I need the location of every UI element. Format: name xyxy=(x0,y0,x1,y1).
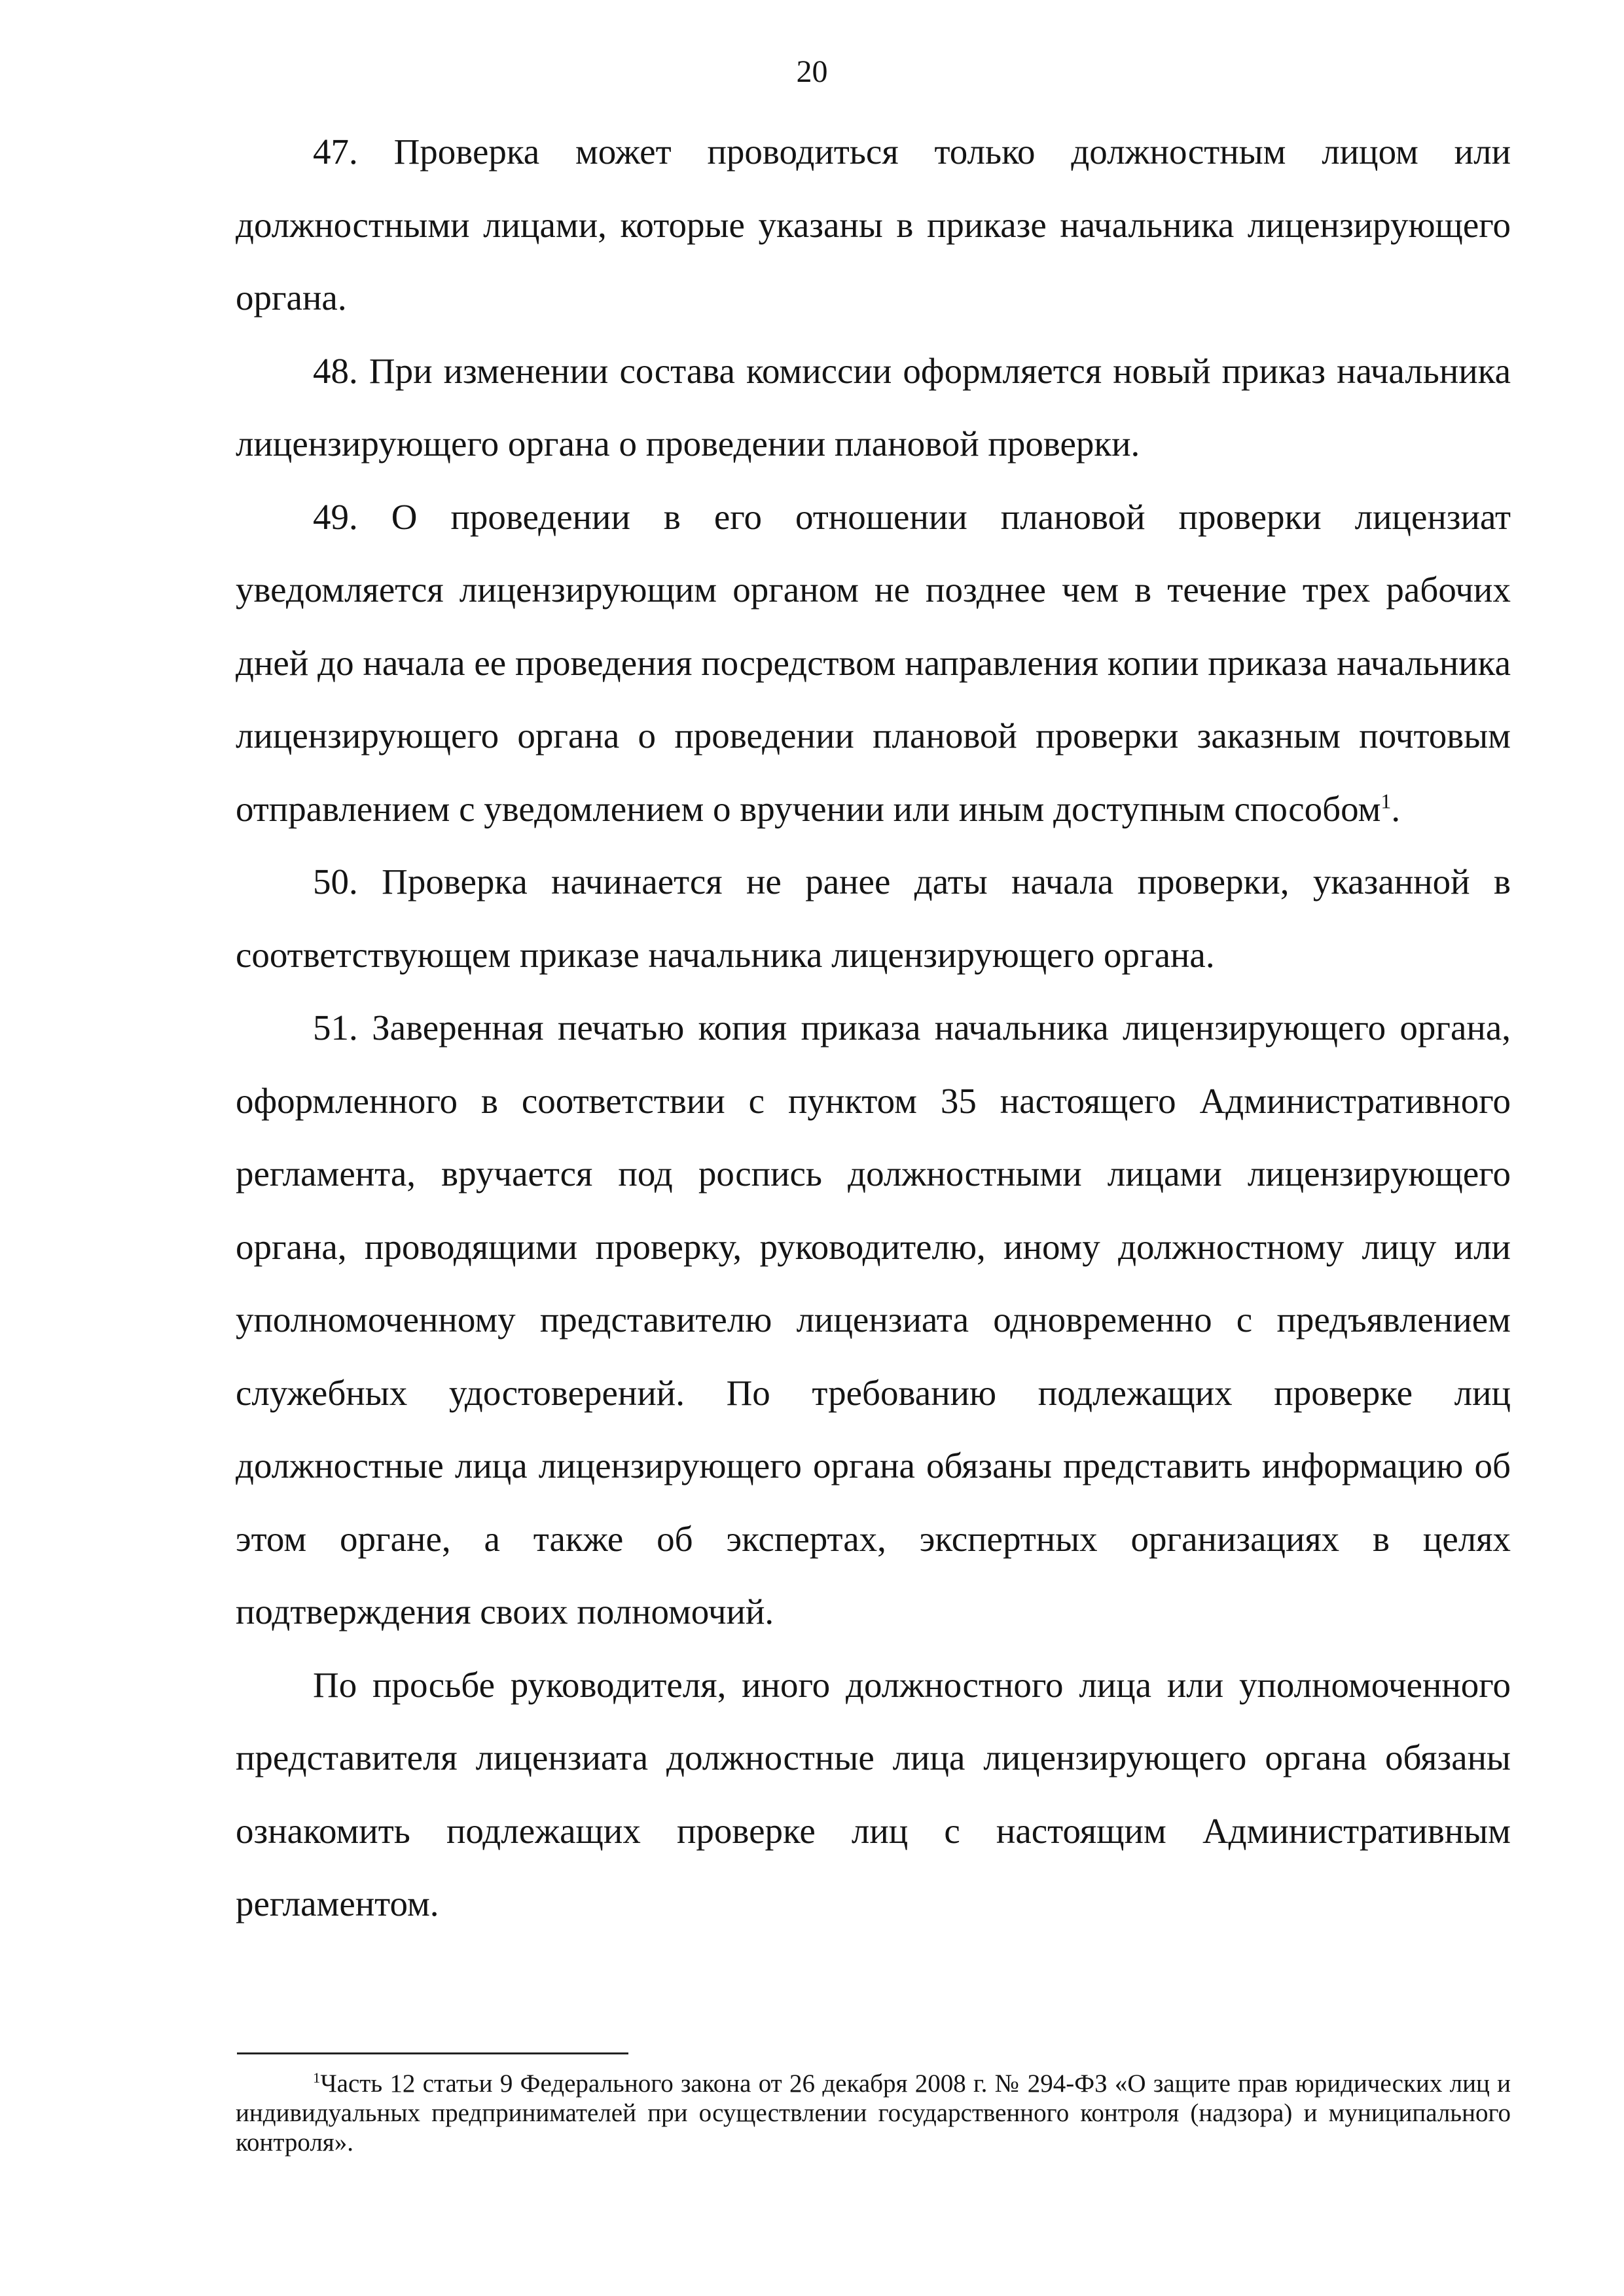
footnote-1-text: Часть 12 статьи 9 Федерального закона от 26 декабря 2008 г. № 294-ФЗ «О защите прав юридических лиц и индивидуальных предпринимателей при осуществлении государственного контроля (надзора) и муниципального контроля». xyxy=(236,2069,1511,2157)
document-body xyxy=(236,115,1511,1941)
paragraph-49-text: 49. О проведении в его отношении плановой проверки лицензиат уведомляется лицензирующим органом не позднее чем в течение трех рабочих дней до начала ее проведения посредством направления копии приказа начальника лицензирующего органа о проведении плановой проверки заказным почтовым отправлением с уведомлением о вручении или иным доступным способом xyxy=(236,496,1511,829)
paragraph-51-continuation: По просьбе руководителя, иного должностного лица или уполномоченного представителя лицензиата должностные лица лицензирующего органа обязаны ознакомить подлежащих проверке лиц с настоящим Административным регламентом. xyxy=(236,1664,1511,1923)
paragraph-50: 50. Проверка начинается не ранее даты начала проверки, указанной в соответствующем приказе начальника лицензирующего органа. xyxy=(236,862,1511,975)
footnote-marker: 1 xyxy=(313,2069,321,2086)
paragraph-51: 51. Заверенная печатью копия приказа начальника лицензирующего органа, оформленного в соответствии с пунктом 35 настоящего Административного регламента, вручается под роспись должностными лицами лицензирующего органа, проводящими проверку, руководителю, иному должностному лицу или уполномоченному представителю лицензиата одновременно с предъявлением служебных удостоверений. По требованию подлежащих проверке лиц должностные лица лицензирующего органа обязаны представить информацию об этом органе, а также об экспертах, экспертных организациях в целях подтверждения своих полномочий. xyxy=(236,1008,1511,1631)
footnote-reference[interactable]: 1 xyxy=(1380,790,1392,813)
footnote-divider xyxy=(237,2052,628,2054)
page-number: 20 xyxy=(796,54,828,89)
paragraph-47: 47. Проверка может проводиться только должностным лицом или должностными лицами, которые указаны в приказе начальника лицензирующего органа. xyxy=(236,132,1511,318)
paragraph-49-end: . xyxy=(1391,788,1401,829)
footnotes xyxy=(236,2069,1511,2157)
paragraph-48: 48. При изменении состава комиссии оформляется новый приказ начальника лицензирующего органа о проведении плановой проверки. xyxy=(236,350,1511,464)
footnote-1 xyxy=(236,2069,1511,2157)
paragraph-49 xyxy=(236,481,1511,846)
